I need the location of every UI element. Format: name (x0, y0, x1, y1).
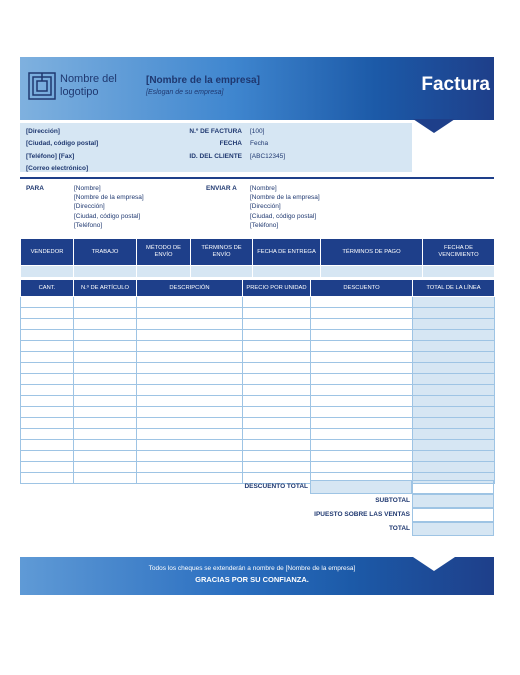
table-cell[interactable] (21, 451, 74, 462)
table-cell[interactable] (311, 429, 413, 440)
table-cell[interactable] (21, 341, 74, 352)
table-row (21, 440, 495, 451)
table-cell[interactable] (21, 308, 74, 319)
ship-to-lines (250, 184, 320, 230)
table-cell[interactable] (21, 363, 74, 374)
subtotal-label: SUBTOTAL (375, 497, 410, 504)
table-cell[interactable] (413, 330, 495, 341)
subtotal-row (20, 494, 494, 508)
table-cell[interactable] (137, 308, 243, 319)
ship-to-line: [Teléfono] (250, 221, 279, 229)
table-cell[interactable] (413, 396, 495, 407)
invoice-number-value: [100] (250, 128, 265, 135)
bill-to-line: [Nombre] (74, 185, 101, 192)
table-row (21, 429, 495, 440)
sender-address: [Dirección] (26, 128, 60, 135)
table-row (21, 418, 495, 429)
client-id-value: [ABC12345] (250, 152, 286, 160)
table-row (21, 330, 495, 341)
table-cell[interactable] (74, 407, 137, 418)
tax-row (20, 508, 494, 522)
table-cell[interactable] (21, 374, 74, 385)
shipping-header-row (21, 239, 495, 266)
table-cell[interactable] (74, 319, 137, 330)
table-cell[interactable] (243, 374, 311, 385)
table-cell[interactable] (21, 352, 74, 363)
header-terminos-pago: TÉRMINOS DE PAGO (321, 239, 423, 266)
header-terminos-envio: TÉRMINOS DE ENVÍO (191, 239, 253, 266)
total-field[interactable] (412, 522, 494, 536)
table-cell[interactable] (137, 462, 243, 473)
table-cell[interactable] (74, 266, 137, 278)
bill-to-lines (74, 184, 144, 230)
discount-total-spacer (412, 480, 494, 494)
table-row (21, 363, 495, 374)
table-cell[interactable] (137, 341, 243, 352)
table-cell[interactable] (253, 266, 321, 278)
bill-to-line: [Nombre de la empresa] (74, 194, 144, 202)
table-cell[interactable] (243, 462, 311, 473)
table-cell[interactable] (311, 363, 413, 374)
table-cell[interactable] (311, 451, 413, 462)
table-row (21, 374, 495, 385)
table-cell[interactable] (137, 266, 191, 278)
table-cell[interactable] (137, 385, 243, 396)
table-cell[interactable] (243, 451, 311, 462)
company-name: [Nombre de la empresa] (146, 75, 260, 86)
header-numero-articulo: N.º DE ARTÍCULO (74, 280, 137, 297)
table-cell[interactable] (311, 396, 413, 407)
table-cell[interactable] (74, 396, 137, 407)
table-cell[interactable] (243, 396, 311, 407)
table-cell[interactable] (243, 341, 311, 352)
table-cell[interactable] (423, 266, 495, 278)
table-cell[interactable] (137, 363, 243, 374)
table-cell[interactable] (243, 429, 311, 440)
table-cell[interactable] (74, 352, 137, 363)
table-cell[interactable] (413, 374, 495, 385)
table-cell[interactable] (413, 451, 495, 462)
table-cell[interactable] (21, 266, 74, 278)
table-cell[interactable] (74, 374, 137, 385)
logo-line-1: Nombre del (60, 73, 117, 85)
sender-details (26, 126, 98, 176)
table-cell[interactable] (74, 462, 137, 473)
table-cell[interactable] (137, 319, 243, 330)
table-cell[interactable] (311, 341, 413, 352)
table-cell[interactable] (311, 374, 413, 385)
invoice-number-label: N.º DE FACTURA (189, 128, 242, 135)
ship-to-label: ENVIAR A (206, 185, 237, 192)
table-cell[interactable] (311, 330, 413, 341)
table-cell[interactable] (413, 440, 495, 451)
footer-cheque-note: Todos los cheques se extenderán a nombre de [Nombre de la empresa] (148, 565, 356, 572)
table-cell[interactable] (74, 341, 137, 352)
total-row (20, 522, 494, 536)
table-cell[interactable] (311, 352, 413, 363)
section-divider (20, 177, 494, 179)
table-cell[interactable] (243, 297, 311, 308)
table-cell[interactable] (137, 407, 243, 418)
table-row (21, 352, 495, 363)
ship-to-line: [Nombre] (250, 185, 277, 192)
invoice-meta-values (250, 126, 285, 163)
client-id-label: ID. DEL CLIENTE (189, 152, 242, 160)
table-cell[interactable] (243, 352, 311, 363)
table-cell[interactable] (413, 407, 495, 418)
table-cell[interactable] (21, 462, 74, 473)
shipping-table (20, 238, 495, 278)
table-cell[interactable] (191, 266, 253, 278)
invoice-date-label: FECHA (219, 140, 242, 148)
table-cell[interactable] (21, 429, 74, 440)
table-cell[interactable] (243, 308, 311, 319)
table-cell[interactable] (413, 363, 495, 374)
bill-to-label: PARA (26, 185, 44, 192)
table-row (21, 407, 495, 418)
table-cell[interactable] (137, 440, 243, 451)
sender-phone-fax: [Teléfono] [Fax] (26, 152, 75, 160)
header-metodo-envio: MÉTODO DE ENVÍO (137, 239, 191, 266)
table-cell[interactable] (137, 352, 243, 363)
table-cell[interactable] (21, 407, 74, 418)
table-cell[interactable] (21, 330, 74, 341)
table-row (21, 462, 495, 473)
table-cell[interactable] (21, 418, 74, 429)
ship-to-line: [Nombre de la empresa] (250, 194, 320, 202)
table-cell[interactable] (243, 330, 311, 341)
header-fecha-entrega: FECHA DE ENTREGA (253, 239, 321, 266)
bill-to-line: [Teléfono] (74, 221, 103, 229)
table-cell[interactable] (243, 440, 311, 451)
sender-email: [Correo electrónico] (26, 165, 89, 173)
table-cell[interactable] (74, 330, 137, 341)
header-descripcion: DESCRIPCIÓN (137, 280, 243, 297)
logo-name (60, 73, 140, 99)
ship-to-line: [Dirección] (250, 203, 281, 211)
bill-to-line: [Dirección] (74, 203, 105, 211)
header-vendedor: VENDEDOR (21, 239, 74, 266)
table-cell[interactable] (311, 319, 413, 330)
ship-to-line: [Ciudad, código postal] (250, 212, 317, 220)
slogan-text: Eslogan de su empresa] (147, 89, 224, 96)
table-cell[interactable] (243, 407, 311, 418)
table-cell[interactable] (321, 266, 423, 278)
table-row (21, 396, 495, 407)
subtotal-field[interactable] (412, 494, 494, 508)
table-cell[interactable] (21, 319, 74, 330)
table-cell[interactable] (243, 385, 311, 396)
document-title: Factura (421, 74, 490, 95)
header-cantidad: CANT. (21, 280, 74, 297)
company-slogan: [Eslogan de su empresa] (146, 89, 224, 96)
items-body (21, 297, 495, 484)
table-cell[interactable] (21, 385, 74, 396)
table-cell[interactable] (311, 385, 413, 396)
table-cell[interactable] (137, 451, 243, 462)
table-cell[interactable] (137, 396, 243, 407)
tax-label: IPUESTO SOBRE LAS VENTAS (314, 511, 410, 518)
table-cell[interactable] (137, 418, 243, 429)
header-trabajo: TRABAJO (74, 239, 137, 266)
table-cell[interactable] (74, 308, 137, 319)
table-cell[interactable] (311, 407, 413, 418)
table-cell[interactable] (413, 352, 495, 363)
discount-total-row (20, 480, 494, 494)
footer-thanks: GRACIAS POR SU CONFIANZA. (195, 575, 309, 584)
logo-line-2: logotipo (60, 86, 99, 98)
table-cell[interactable] (413, 418, 495, 429)
table-cell[interactable] (21, 297, 74, 308)
table-cell[interactable] (311, 462, 413, 473)
table-row (21, 451, 495, 462)
shipping-row (21, 266, 495, 278)
table-cell[interactable] (243, 363, 311, 374)
header-descuento: DESCUENTO (311, 280, 413, 297)
table-cell[interactable] (413, 385, 495, 396)
table-cell[interactable] (413, 429, 495, 440)
items-table (20, 279, 495, 484)
table-row (21, 319, 495, 330)
header-precio-unidad: PRECIO POR UNIDAD (243, 280, 311, 297)
bill-to-line: [Ciudad, código postal] (74, 212, 141, 220)
table-row (21, 385, 495, 396)
table-cell[interactable] (74, 363, 137, 374)
table-cell[interactable] (413, 462, 495, 473)
logo-icon (28, 72, 56, 100)
header-fecha-vencimiento: FECHA DE VENCIMIENTO (423, 239, 495, 266)
table-cell[interactable] (74, 418, 137, 429)
table-cell[interactable] (21, 440, 74, 451)
items-header-row (21, 280, 495, 297)
discount-total-label: DESCUENTO TOTAL (244, 483, 308, 490)
table-cell[interactable] (311, 440, 413, 451)
table-cell[interactable] (413, 297, 495, 308)
table-cell[interactable] (74, 451, 137, 462)
tax-field[interactable] (412, 508, 494, 522)
table-row (21, 341, 495, 352)
table-cell[interactable] (74, 385, 137, 396)
table-cell[interactable] (137, 330, 243, 341)
table-cell[interactable] (311, 297, 413, 308)
table-cell[interactable] (413, 308, 495, 319)
table-cell[interactable] (243, 319, 311, 330)
table-cell[interactable] (74, 440, 137, 451)
table-cell[interactable] (137, 297, 243, 308)
banner-notch (413, 119, 455, 133)
table-row (21, 308, 495, 319)
table-cell[interactable] (74, 297, 137, 308)
table-cell[interactable] (243, 418, 311, 429)
table-cell[interactable] (137, 374, 243, 385)
invoice-date-value: Fecha (250, 140, 269, 148)
table-cell[interactable] (311, 308, 413, 319)
table-cell[interactable] (311, 418, 413, 429)
discount-total-field[interactable] (310, 480, 412, 494)
invoice-meta-labels (170, 126, 242, 163)
table-cell[interactable] (413, 319, 495, 330)
table-cell[interactable] (413, 341, 495, 352)
total-label: TOTAL (388, 525, 410, 532)
table-row (21, 297, 495, 308)
header-total-linea: TOTAL DE LA LÍNEA (413, 280, 495, 297)
table-cell[interactable] (137, 429, 243, 440)
sender-city: [Ciudad, código postal] (26, 140, 99, 148)
table-cell[interactable] (21, 396, 74, 407)
table-cell[interactable] (74, 429, 137, 440)
